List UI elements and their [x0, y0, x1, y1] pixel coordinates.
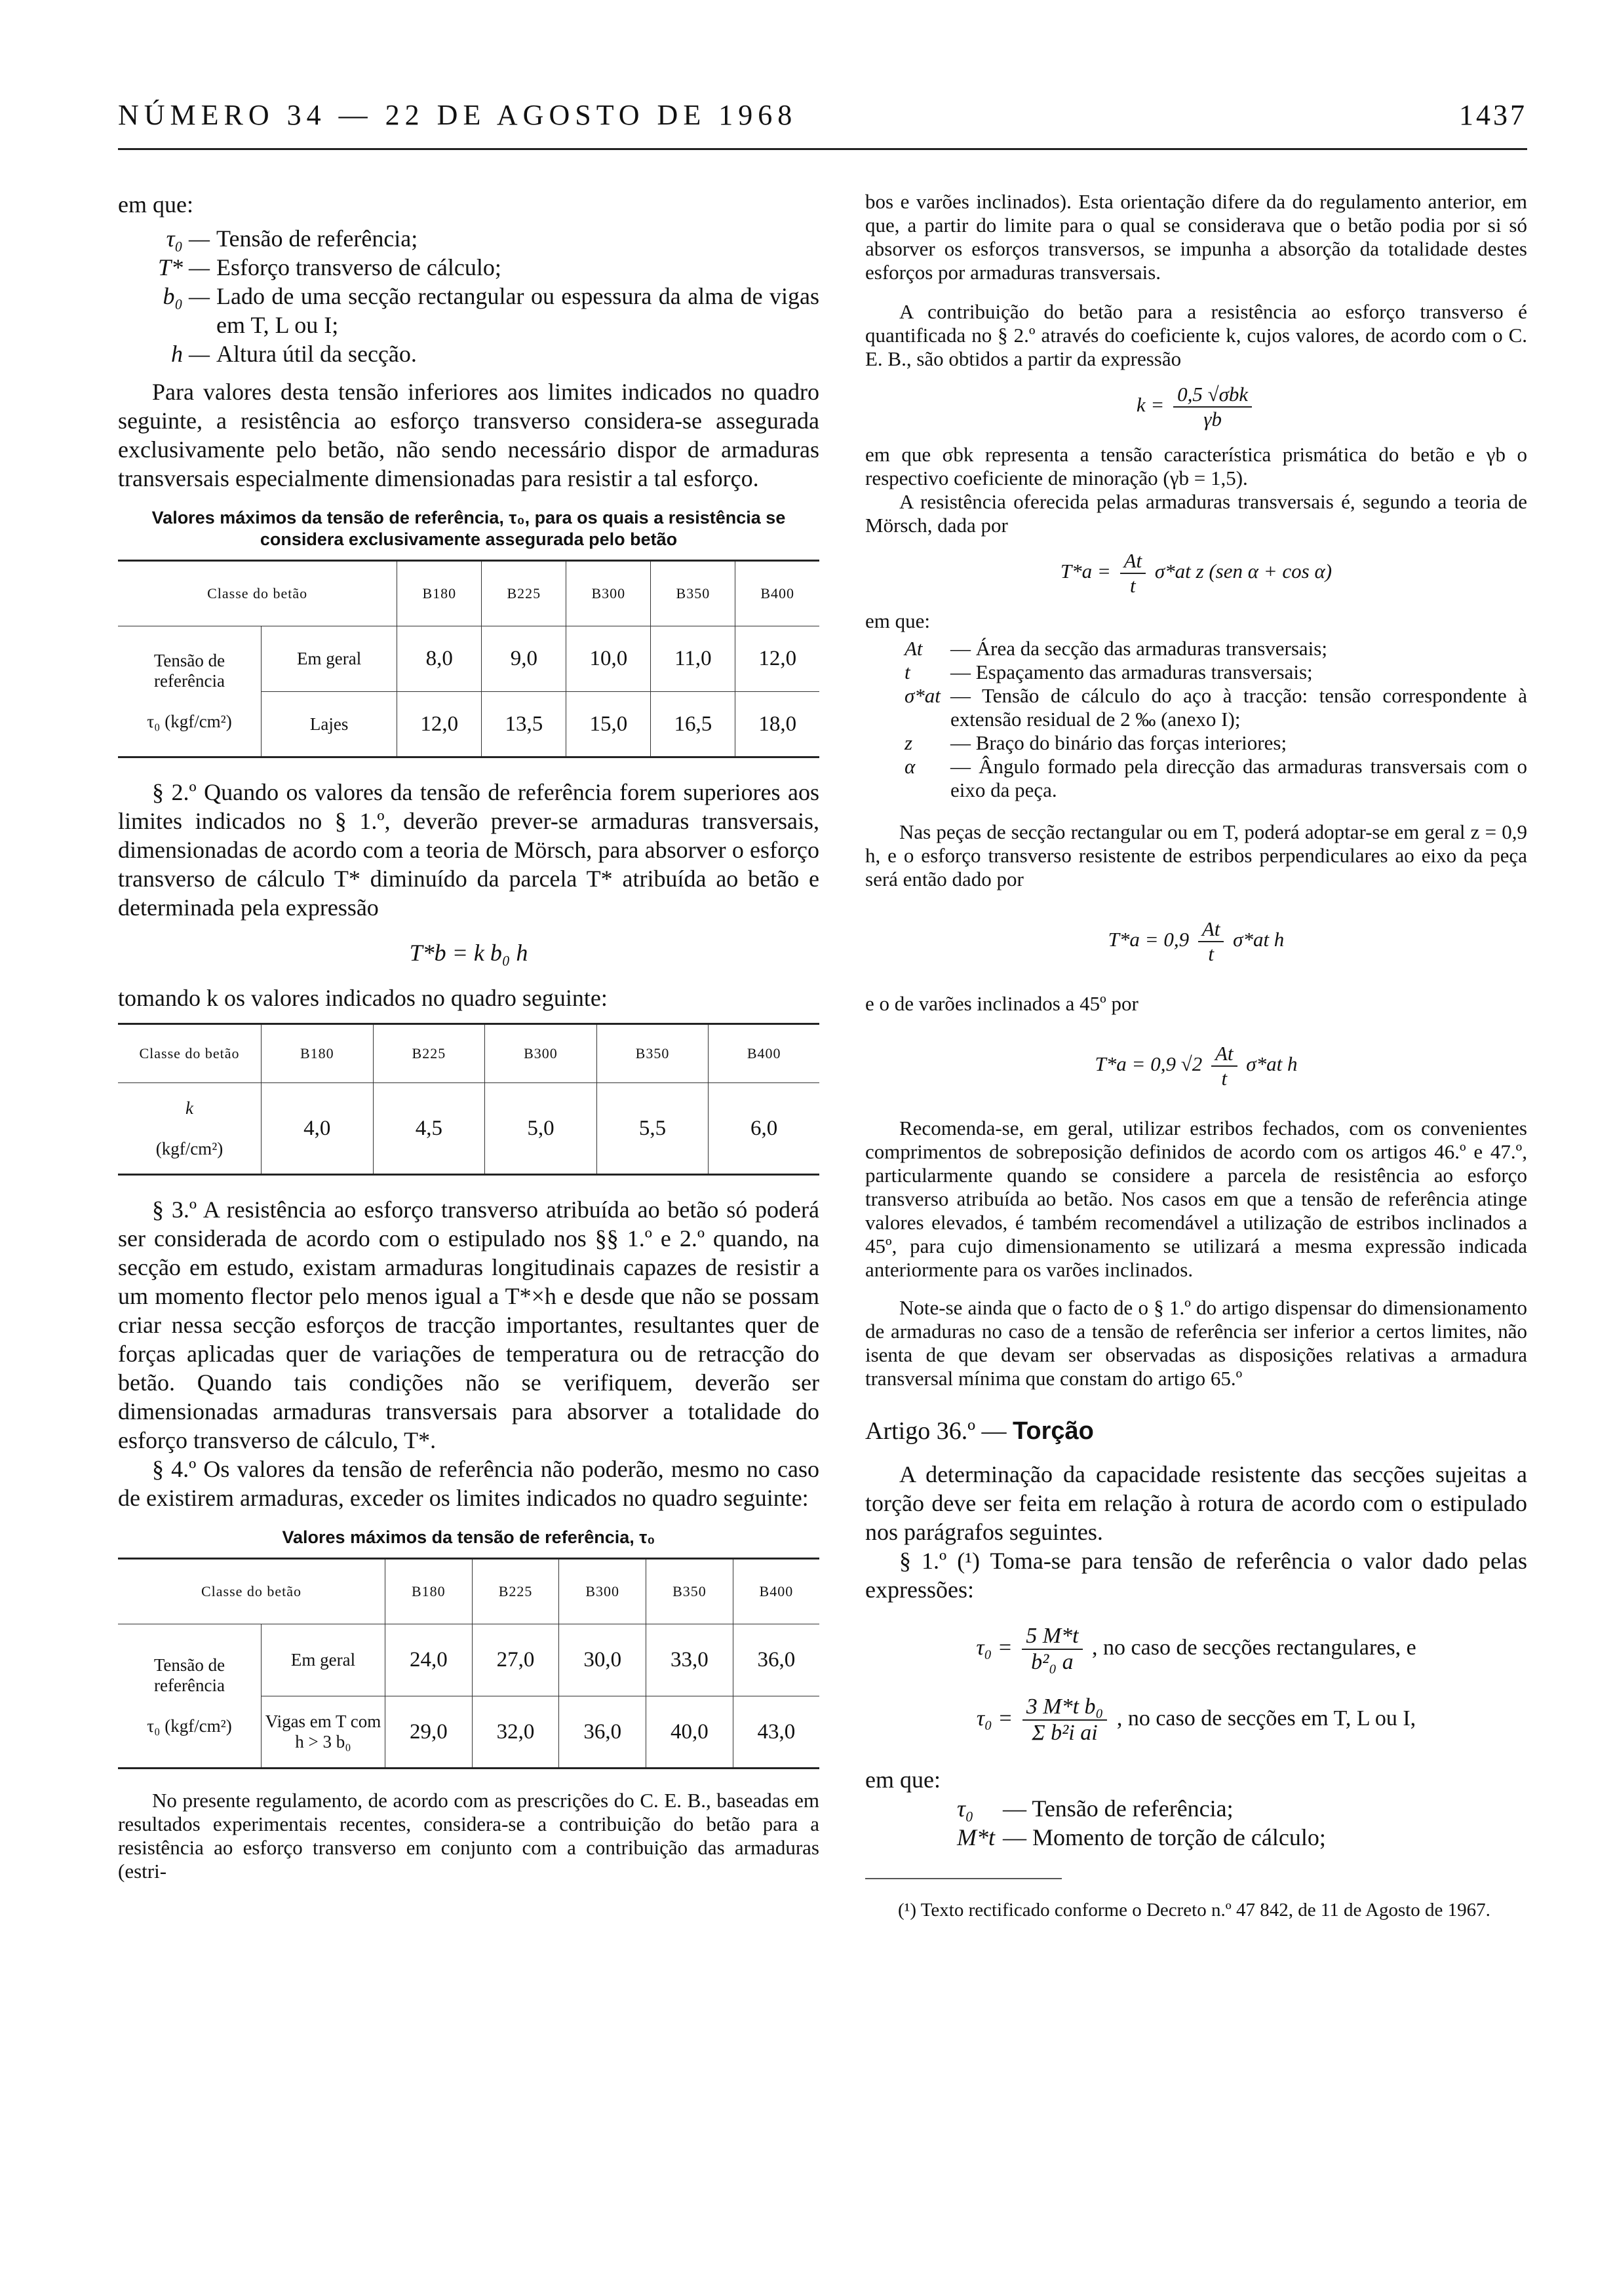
table-header: B300	[559, 1559, 646, 1624]
definition-item: τ₀ — Tensão de referência;	[166, 225, 418, 252]
table-cell: 12,0	[397, 692, 482, 757]
table-cell: 24,0	[385, 1624, 473, 1696]
formula-rect: τ₀ = $\frac{5 M*t}{\text{b²₀ a}}$ , no caso de secções rectangulares, e	[976, 1624, 1416, 1674]
table-tau-limits-concrete	[118, 560, 819, 758]
table-cell: 8,0	[397, 626, 482, 692]
formula-morsch: T*a = $\frac{At}{t}$ σ*at z (sen α + cos α)	[1060, 549, 1333, 597]
em-que: em que:	[865, 609, 930, 632]
table-header: B300	[566, 561, 651, 626]
formula-inclined-bars: T*a = 0,9 √2 $\frac{At}{t}$ σ*at h	[1095, 1042, 1298, 1090]
page-header	[118, 98, 1527, 138]
row-label: k (kgf/cm²)	[118, 1083, 262, 1175]
table-cell: 30,0	[559, 1624, 646, 1696]
table-cell: 13,5	[482, 692, 566, 757]
table-k-values	[118, 1023, 819, 1176]
table-cell: 11,0	[651, 626, 735, 692]
row-sublabel: Em geral	[262, 626, 397, 692]
issue-title: NÚMERO 34 — 22 DE AGOSTO DE 1968	[118, 99, 798, 131]
paragraph: Nas peças de secção rectangular ou em T, poderá adoptar-se em geral z = 0,9 h, e o esforço transverso resistente de estribos perpendiculares ao eixo da peça será então dado por	[865, 820, 1527, 890]
table-cell: 15,0	[566, 692, 651, 757]
page-number: 1437	[1459, 99, 1527, 131]
paragraph: § 4.º Os valores da tensão de referência não poderão, mesmo no caso de existirem armaduras, exceder os limites indicados no quadro seguinte:	[118, 1456, 819, 1511]
table-header: B225	[482, 561, 566, 626]
table-cell: 36,0	[733, 1624, 819, 1696]
paragraph: A resistência oferecida pelas armaduras transversais é, segundo a teoria de Mörsch, dada por	[865, 490, 1527, 537]
row-sublabel: Em geral	[262, 1624, 385, 1696]
table-cell: 36,0	[559, 1696, 646, 1769]
table1-caption: Valores máximos da tensão de referência, τ₀, para os quais a resistência se considera exclusivamente assegurada pelo betão	[151, 508, 786, 549]
table-cell: 6,0	[709, 1083, 819, 1175]
definitions-list	[865, 637, 1527, 802]
formula-k: k = $\frac{\text{0,5 √σbk}}{\gamma b}$	[865, 383, 1527, 431]
table-cell: 16,5	[651, 692, 735, 757]
table-cell: 9,0	[482, 626, 566, 692]
em-que: em que:	[118, 191, 193, 218]
formula-stirrups: T*a = 0,9 $\frac{At}{t}$ σ*at h	[1108, 917, 1285, 965]
definition-item: t — Espaçamento das armaduras transversais;	[905, 660, 1313, 683]
table-header: B180	[397, 561, 482, 626]
definition-item: T* — Esforço transverso de cálculo;	[157, 254, 501, 280]
header-rule	[118, 148, 1527, 150]
definitions-list	[118, 224, 819, 368]
definition-item: σ*at — Tensão de cálculo do aço à tracção: tensão correspondente à extensão residual de 2 ‰ (anexo I);	[905, 684, 1527, 731]
table-cell: 4,0	[262, 1083, 374, 1175]
table-cell: 32,0	[472, 1696, 559, 1769]
definition-item: At — Área da secção das armaduras transversais;	[905, 637, 1327, 660]
definition-item: h — Altura útil da secção.	[170, 341, 417, 367]
left-column	[118, 190, 819, 1883]
definitions-list	[865, 1794, 1527, 1852]
article-heading: Artigo 36.º — Torção	[865, 1417, 1094, 1445]
table-header: B350	[646, 1559, 733, 1624]
definition-item: τ₀ — Tensão de referência;	[957, 1795, 1234, 1822]
table-cell: 10,0	[566, 626, 651, 692]
table-cell: 12,0	[735, 626, 819, 692]
definition-item: α — Ângulo formado pela direcção das armaduras transversais com o eixo da peça.	[905, 755, 1527, 801]
table-header: B225	[472, 1559, 559, 1624]
table-header: B225	[373, 1024, 485, 1083]
table-tau-max-limits	[118, 1558, 819, 1769]
row-sublabel: Vigas em T com h > 3 b₀	[262, 1696, 385, 1769]
definition-item: M*t — Momento de torção de cálculo;	[957, 1824, 1326, 1850]
right-column	[865, 190, 1527, 1921]
table-header: B400	[709, 1024, 819, 1083]
table-cell: 40,0	[646, 1696, 733, 1769]
footnote-rule	[865, 1878, 1062, 1879]
table-cell: 33,0	[646, 1624, 733, 1696]
row-label: Tensão de referência τ₀ (kgf/cm²)	[118, 1624, 262, 1769]
paragraph: e o de varões inclinados a 45º por	[865, 992, 1138, 1015]
table-header: B300	[485, 1024, 597, 1083]
em-que: em que:	[865, 1767, 941, 1793]
table-header: Classe do betão	[118, 1559, 385, 1624]
row-label: Tensão de referência τ₀ (kgf/cm²)	[118, 626, 262, 757]
table-cell: 4,5	[373, 1083, 485, 1175]
definition-item: z — Braço do binário das forças interiores;	[905, 731, 1287, 754]
table-cell: 27,0	[472, 1624, 559, 1696]
table3-caption: Valores máximos da tensão de referência, τ₀	[282, 1527, 655, 1547]
table-header: Classe do betão	[118, 1024, 262, 1083]
table-cell: 5,0	[485, 1083, 597, 1175]
table-cell: 43,0	[733, 1696, 819, 1769]
paragraph: Para valores desta tensão inferiores aos limites indicados no quadro seguinte, a resistência ao esforço transverso considera-se assegurada exclusivamente pelo betão, não sendo necessário dispor de armaduras transversais especialmente dimensionadas para resistir a tal esforço.	[118, 379, 819, 491]
paragraph: A determinação da capacidade resistente das secções sujeitas a torção deve ser feita em relação à rotura de acordo com o estipulado nos parágrafos seguintes.	[865, 1461, 1527, 1545]
formula: T*b = k b₀ h	[409, 940, 528, 966]
definition-item: b₀ — Lado de uma secção rectangular ou espessura da alma de vigas em T, L ou I;	[163, 283, 819, 338]
paragraph: § 1.º (¹) Toma-se para tensão de referência o valor dado pelas expressões:	[865, 1548, 1527, 1603]
paragraph: A contribuição do betão para a resistência ao esforço transverso é quantificada no § 2.º através do coeficiente k, cujos valores, de acordo com o C. E. B., são obtidos a partir da expressão	[865, 300, 1527, 370]
paragraph: § 2.º Quando os valores da tensão de referência forem superiores aos limites indicados no § 1.º, deverão prever-se armaduras transversais, dimensionadas de acordo com a teoria de Mörsch, para absorver o esforço transverso de cálculo T* diminuído da parcela T* atribuída ao betão e determinada pela expressão	[118, 779, 819, 921]
row-sublabel: Lajes	[262, 692, 397, 757]
table-cell: 18,0	[735, 692, 819, 757]
paragraph: Note-se ainda que o facto de o § 1.º do artigo dispensar do dimensionamento de armaduras no caso de a tensão de referência ser inferior a certos limites, não isenta de que devam ser observadas as disposições relativas a armadura transversal mínima que constam do artigo 65.º	[865, 1296, 1527, 1390]
paragraph: No presente regulamento, de acordo com as prescrições do C. E. B., baseadas em resultados experimentais recentes, considera-se a contribuição do betão para a resistência ao esforço transverso em conjunto com a contribuição das armaduras (estri-	[118, 1789, 819, 1883]
paragraph: bos e varões inclinados). Esta orientação difere da do regulamento anterior, em que, a partir do limite para o qual se considerava que o betão podia por si só absorver os esforços transversos, se impunha a absorção da totalidade destes esforços por armaduras transversais.	[865, 190, 1527, 284]
table-header: B180	[385, 1559, 473, 1624]
table-header: B180	[262, 1024, 374, 1083]
paragraph: em que σbk representa a tensão característica prismática do betão e γb o respectivo coeficiente de minoração (γb = 1,5).	[865, 443, 1527, 489]
table-header: B350	[596, 1024, 709, 1083]
table-header: Classe do betão	[118, 561, 397, 626]
table-cell: 5,5	[596, 1083, 709, 1175]
table-header: B400	[733, 1559, 819, 1624]
table-cell: 29,0	[385, 1696, 473, 1769]
footnote: (¹) Texto rectificado conforme o Decreto n.º 47 842, de 11 de Agosto de 1967.	[898, 1900, 1490, 1921]
table-header: B350	[651, 561, 735, 626]
formula-tli: τ₀ = $\frac{\text{3 M*t b₀}}{\text{Σ b²i ai}}$ , no caso de secções em T, L ou I,	[976, 1694, 1416, 1745]
table-header: B400	[735, 561, 819, 626]
paragraph: § 3.º A resistência ao esforço transverso atribuída ao betão só poderá ser considerada de acordo com o estipulado nos §§ 1.º e 2.º quando, na secção em estudo, existam armaduras longitudinais capazes de resistir a um momento flector pelo menos igual a T*×h e desde que não se possam criar nessa secção esforços de tracção importantes, resultantes quer de forças aplicadas quer de variações de temperatura ou de retracção do betão. Quando tais condições não se verifiquem, deverão ser dimensionadas armaduras transversais para absorver a totalidade do esforço transverso de cálculo, T*.	[118, 1196, 819, 1453]
paragraph: Recomenda-se, em geral, utilizar estribos fechados, com os convenientes comprimentos de sobreposição definidos de acordo com os artigos 46.º e 47.º, particularmente quando se considere a parcela de resistência ao esforço transverso atribuída ao betão. Nos casos em que a tensão de referência atinge valores elevados, é também recomendável a utilização de estribos inclinados a 45º, para cujo dimensionamento se utilizará a mesma expressão indicada anteriormente para os varões inclinados.	[865, 1117, 1527, 1281]
paragraph: tomando k os valores indicados no quadro seguinte:	[118, 985, 608, 1011]
